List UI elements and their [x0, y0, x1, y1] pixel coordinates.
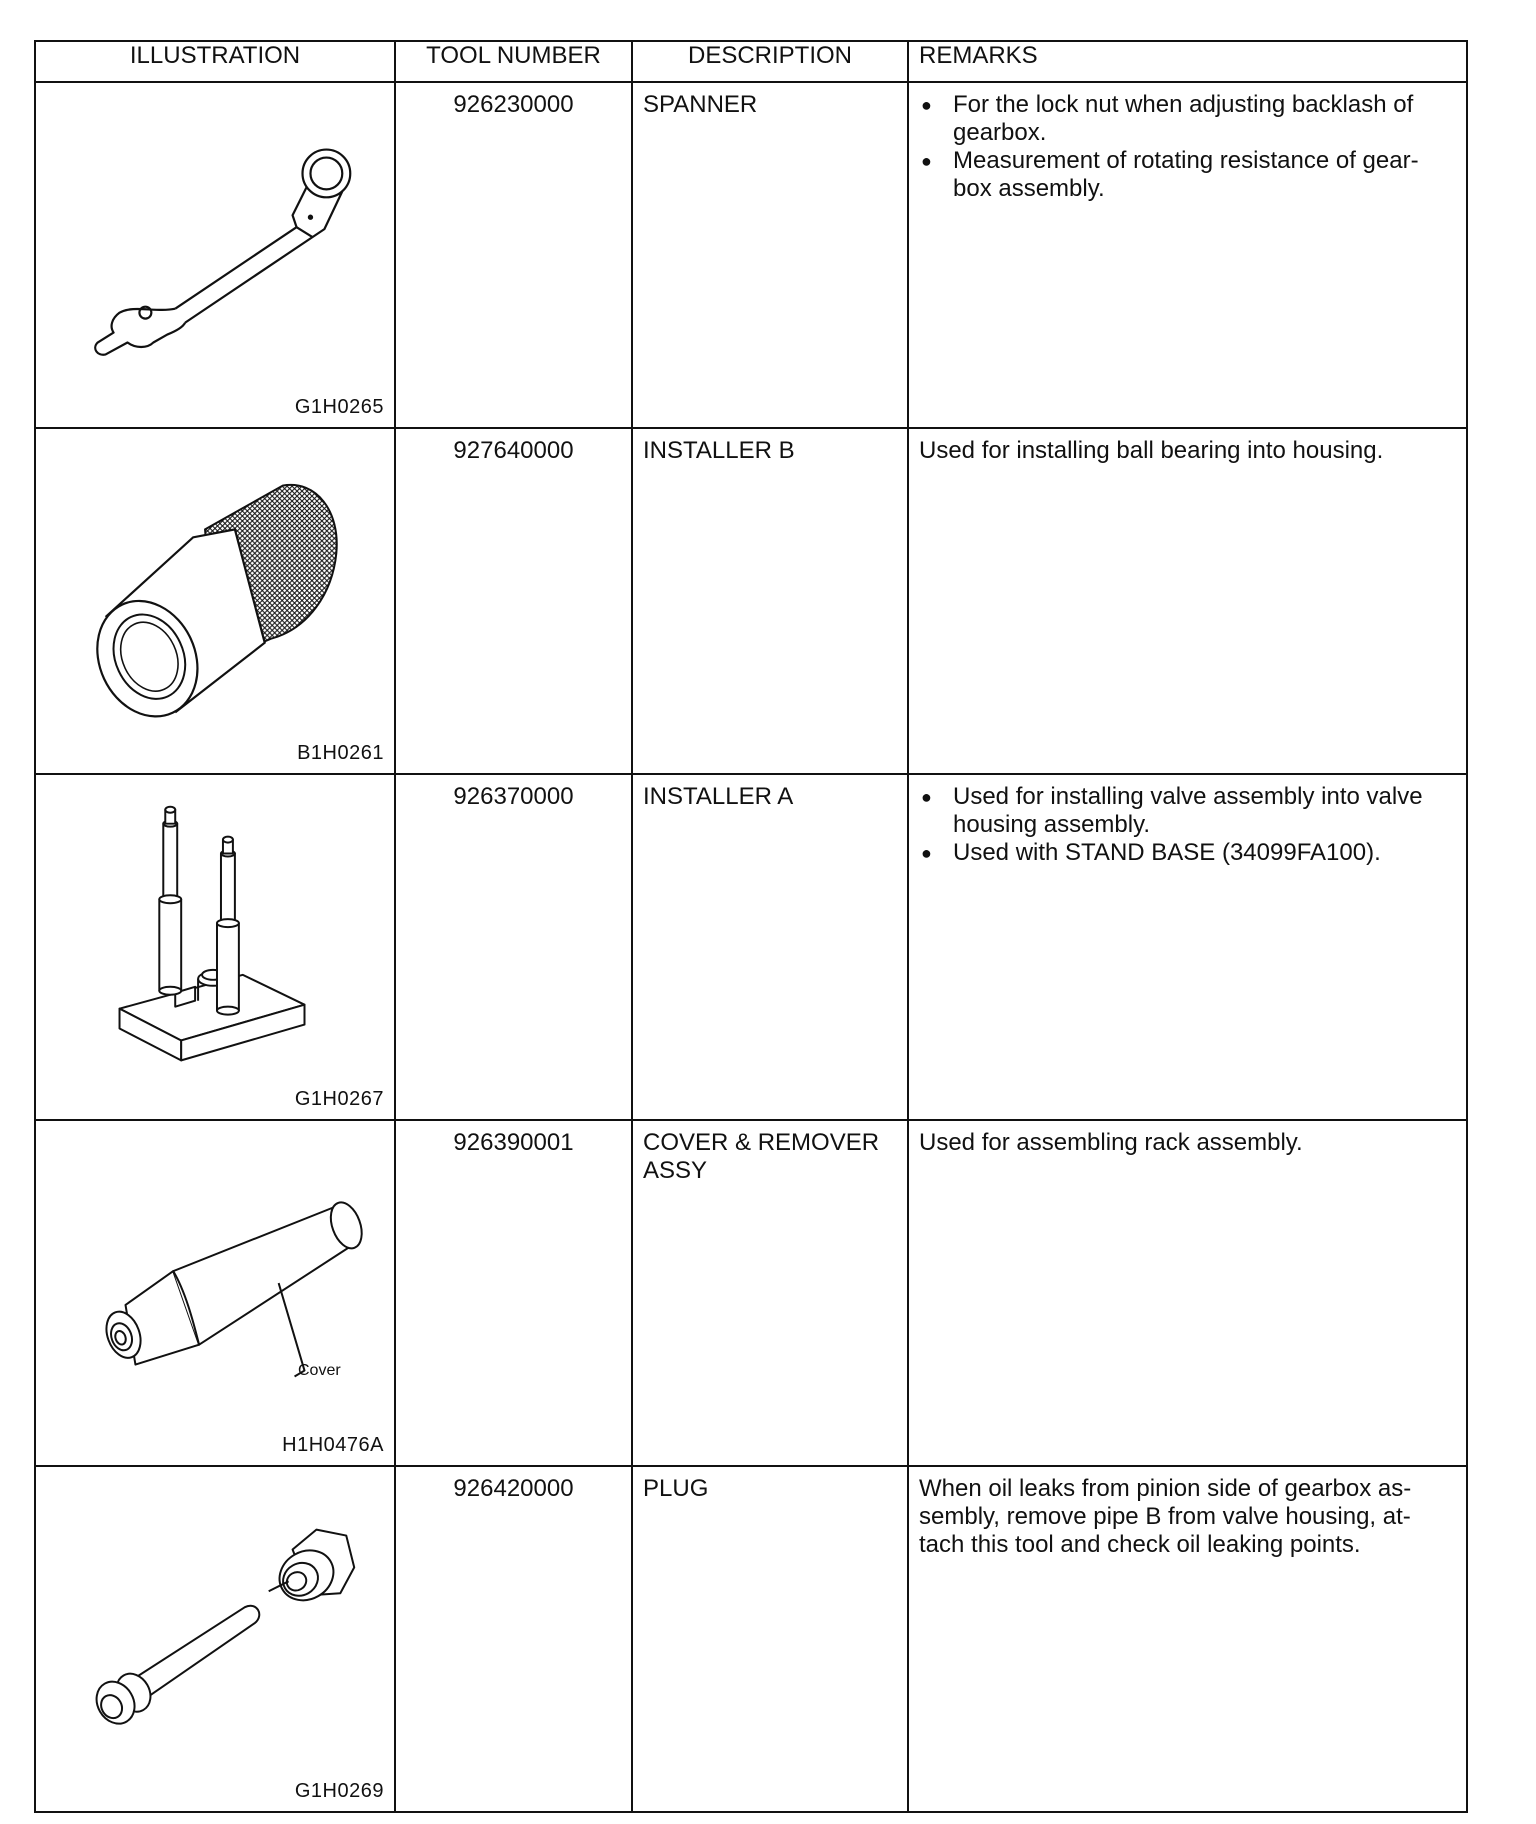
list-item: ● Measurement of rotating resistance of gear-box assembly. [919, 147, 1456, 203]
remarks-list [919, 91, 1456, 203]
header-remarks: REMARKS [908, 41, 1467, 82]
table-row [35, 428, 1467, 774]
header-row [35, 41, 1467, 82]
header-illustration: ILLUSTRATION [35, 41, 395, 82]
illustration-code: B1H0261 [297, 742, 384, 764]
header-tool-number: TOOL NUMBER [395, 41, 632, 82]
illustration-code: H1H0476A [282, 1434, 384, 1456]
remarks-cell [908, 774, 1467, 1120]
list-item: ● For the lock nut when adjusting backlash of gearbox. [919, 91, 1456, 147]
list-item: ● Used with STAND BASE (34099FA100). [919, 839, 1456, 867]
installer-a-icon [36, 775, 394, 1119]
description-cell: INSTALLER B [632, 428, 908, 774]
remarks-cell: Used for installing ball bearing into housing. [908, 428, 1467, 774]
description-cell: COVER & REMOVER ASSY [632, 1120, 908, 1466]
spanner-icon [36, 83, 394, 427]
remarks-cell: When oil leaks from pinion side of gearbox as-sembly, remove pipe B from valve housing, at-tach this tool and check oil leaking points. [908, 1466, 1467, 1812]
illustration-cell [35, 774, 395, 1120]
illustration-cell [35, 1120, 395, 1466]
table-row [35, 82, 1467, 428]
remarks-cell: Used for assembling rack assembly. [908, 1120, 1467, 1466]
table-row [35, 774, 1467, 1120]
table-row [35, 1466, 1467, 1812]
illustration-code: G1H0267 [294, 1088, 384, 1110]
illustration-cell [35, 82, 395, 428]
cover-callout: Cover [298, 1362, 341, 1379]
cover-remover-icon [36, 1121, 394, 1465]
tool-number-cell: 926390001 [395, 1120, 632, 1466]
illustration-code: G1H0265 [294, 396, 384, 418]
description-cell: PLUG [632, 1466, 908, 1812]
header-description: DESCRIPTION [632, 41, 908, 82]
illustration-cell [35, 428, 395, 774]
remarks-list [919, 783, 1456, 867]
description-cell: INSTALLER A [632, 774, 908, 1120]
tool-number-cell: 926370000 [395, 774, 632, 1120]
list-item: ● Used for installing valve assembly into valve housing assembly. [919, 783, 1456, 839]
illustration-code: G1H0269 [294, 1780, 384, 1802]
special-tools-table [34, 40, 1468, 1813]
plug-icon [36, 1467, 394, 1811]
installer-b-icon [36, 429, 394, 773]
remarks-cell [908, 82, 1467, 428]
tool-number-cell: 926420000 [395, 1466, 632, 1812]
table-row [35, 1120, 1467, 1466]
tool-number-cell: 926230000 [395, 82, 632, 428]
description-cell: SPANNER [632, 82, 908, 428]
illustration-cell [35, 1466, 395, 1812]
tool-number-cell: 927640000 [395, 428, 632, 774]
